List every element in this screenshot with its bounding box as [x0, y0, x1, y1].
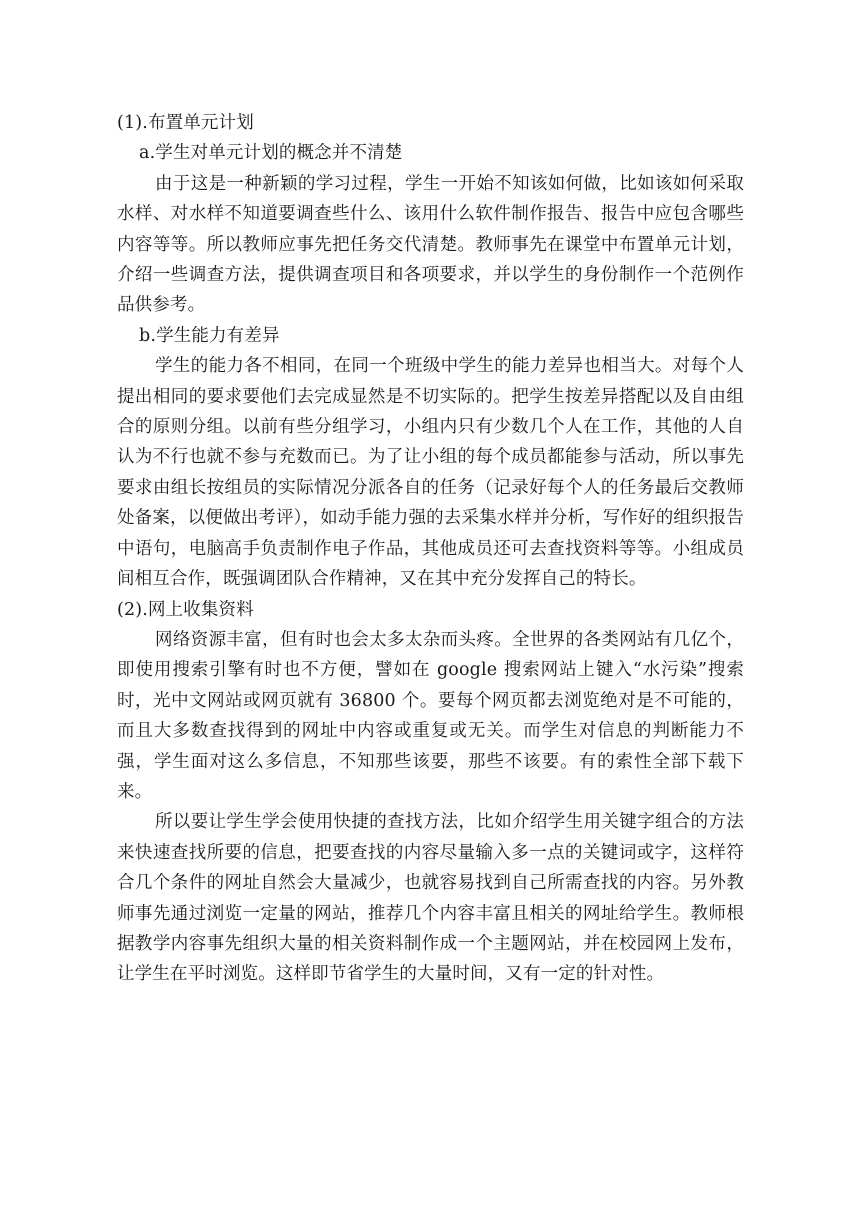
paragraph-search-methods: 所以要让学生学会使用快捷的查找方法，比如介绍学生用关键字组合的方法来快速查找所要的信息，把要查找的内容尽量输入多一点的关键词或字，这样符合几个条件的网址自然会大量减少，也就容易找到自己所需查找的内容。另外教师事先通过浏览一定量的网站，推荐几个内容丰富且相关的网址给学生。教师根据教学内容事先组织大量的相关资料制作成一个主题网站，并在校园网上发布，让学生在平时浏览。这样即节省学生的大量时间，又有一定的针对性。: [117, 812, 744, 985]
section-heading-online-research: (2).网上收集资料: [117, 599, 254, 620]
section-heading-unit-plan: (1).布置单元计划: [117, 113, 254, 133]
paragraph-ability: 学生的能力各不相同，在同一个班级中学生的能力差异也相当大。对每个人提出相同的要求要他们去完成显然是不切实际的。把学生按差异搭配以及自由组合的原则分组。以前有些分组学习，小组内只有少数几个人在工作，其他的人自认为不行也就不参与充数而已。为了让小组的每个成员都能参与活动，所以事先要求由组长按组员的实际情况分派各自的任务（记录好每个人的任务最后交教师处备案，以便做出考评），如动手能力强的去采集水样并分析，写作好的组织报告中语句，电脑高手负责制作电子作品，其他成员还可去查找资料等等。小组成员间相互合作，既强调团队合作精神，又在其中充分发挥自己的特长。: [117, 356, 744, 590]
paragraph-network-resources: 网络资源丰富，但有时也会太多太杂而头疼。全世界的各类网站有几亿个，即使用搜索引擎有时也不方便，譬如在 google 搜索网站上键入“水污染”搜索时，光中文网站或网页就有 36800 个。要每个网页都去浏览绝对是不可能的，而且大多数查找得到的网址中内容或重复或无关。而学生对信息的判断能力不强，学生面对这么多信息，不知那些该要，那些不该要。有的索性全部下载下来。: [117, 629, 744, 802]
subsection-heading-concept: a.学生对单元计划的概念并不清楚: [139, 143, 403, 164]
document-body: [117, 108, 744, 990]
subsection-heading-ability: b.学生能力有差异: [139, 325, 280, 346]
paragraph-concept: 由于这是一种新颖的学习过程，学生一开始不知该如何做，比如该如何采取水样、对水样不知道要调查些什么、该用什么软件制作报告、报告中应包含哪些内容等等。所以教师应事先把任务交代清楚。教师事先在课堂中布置单元计划，介绍一些调查方法，提供调查项目和各项要求，并以学生的身份制作一个范例作品供参考。: [117, 173, 744, 316]
